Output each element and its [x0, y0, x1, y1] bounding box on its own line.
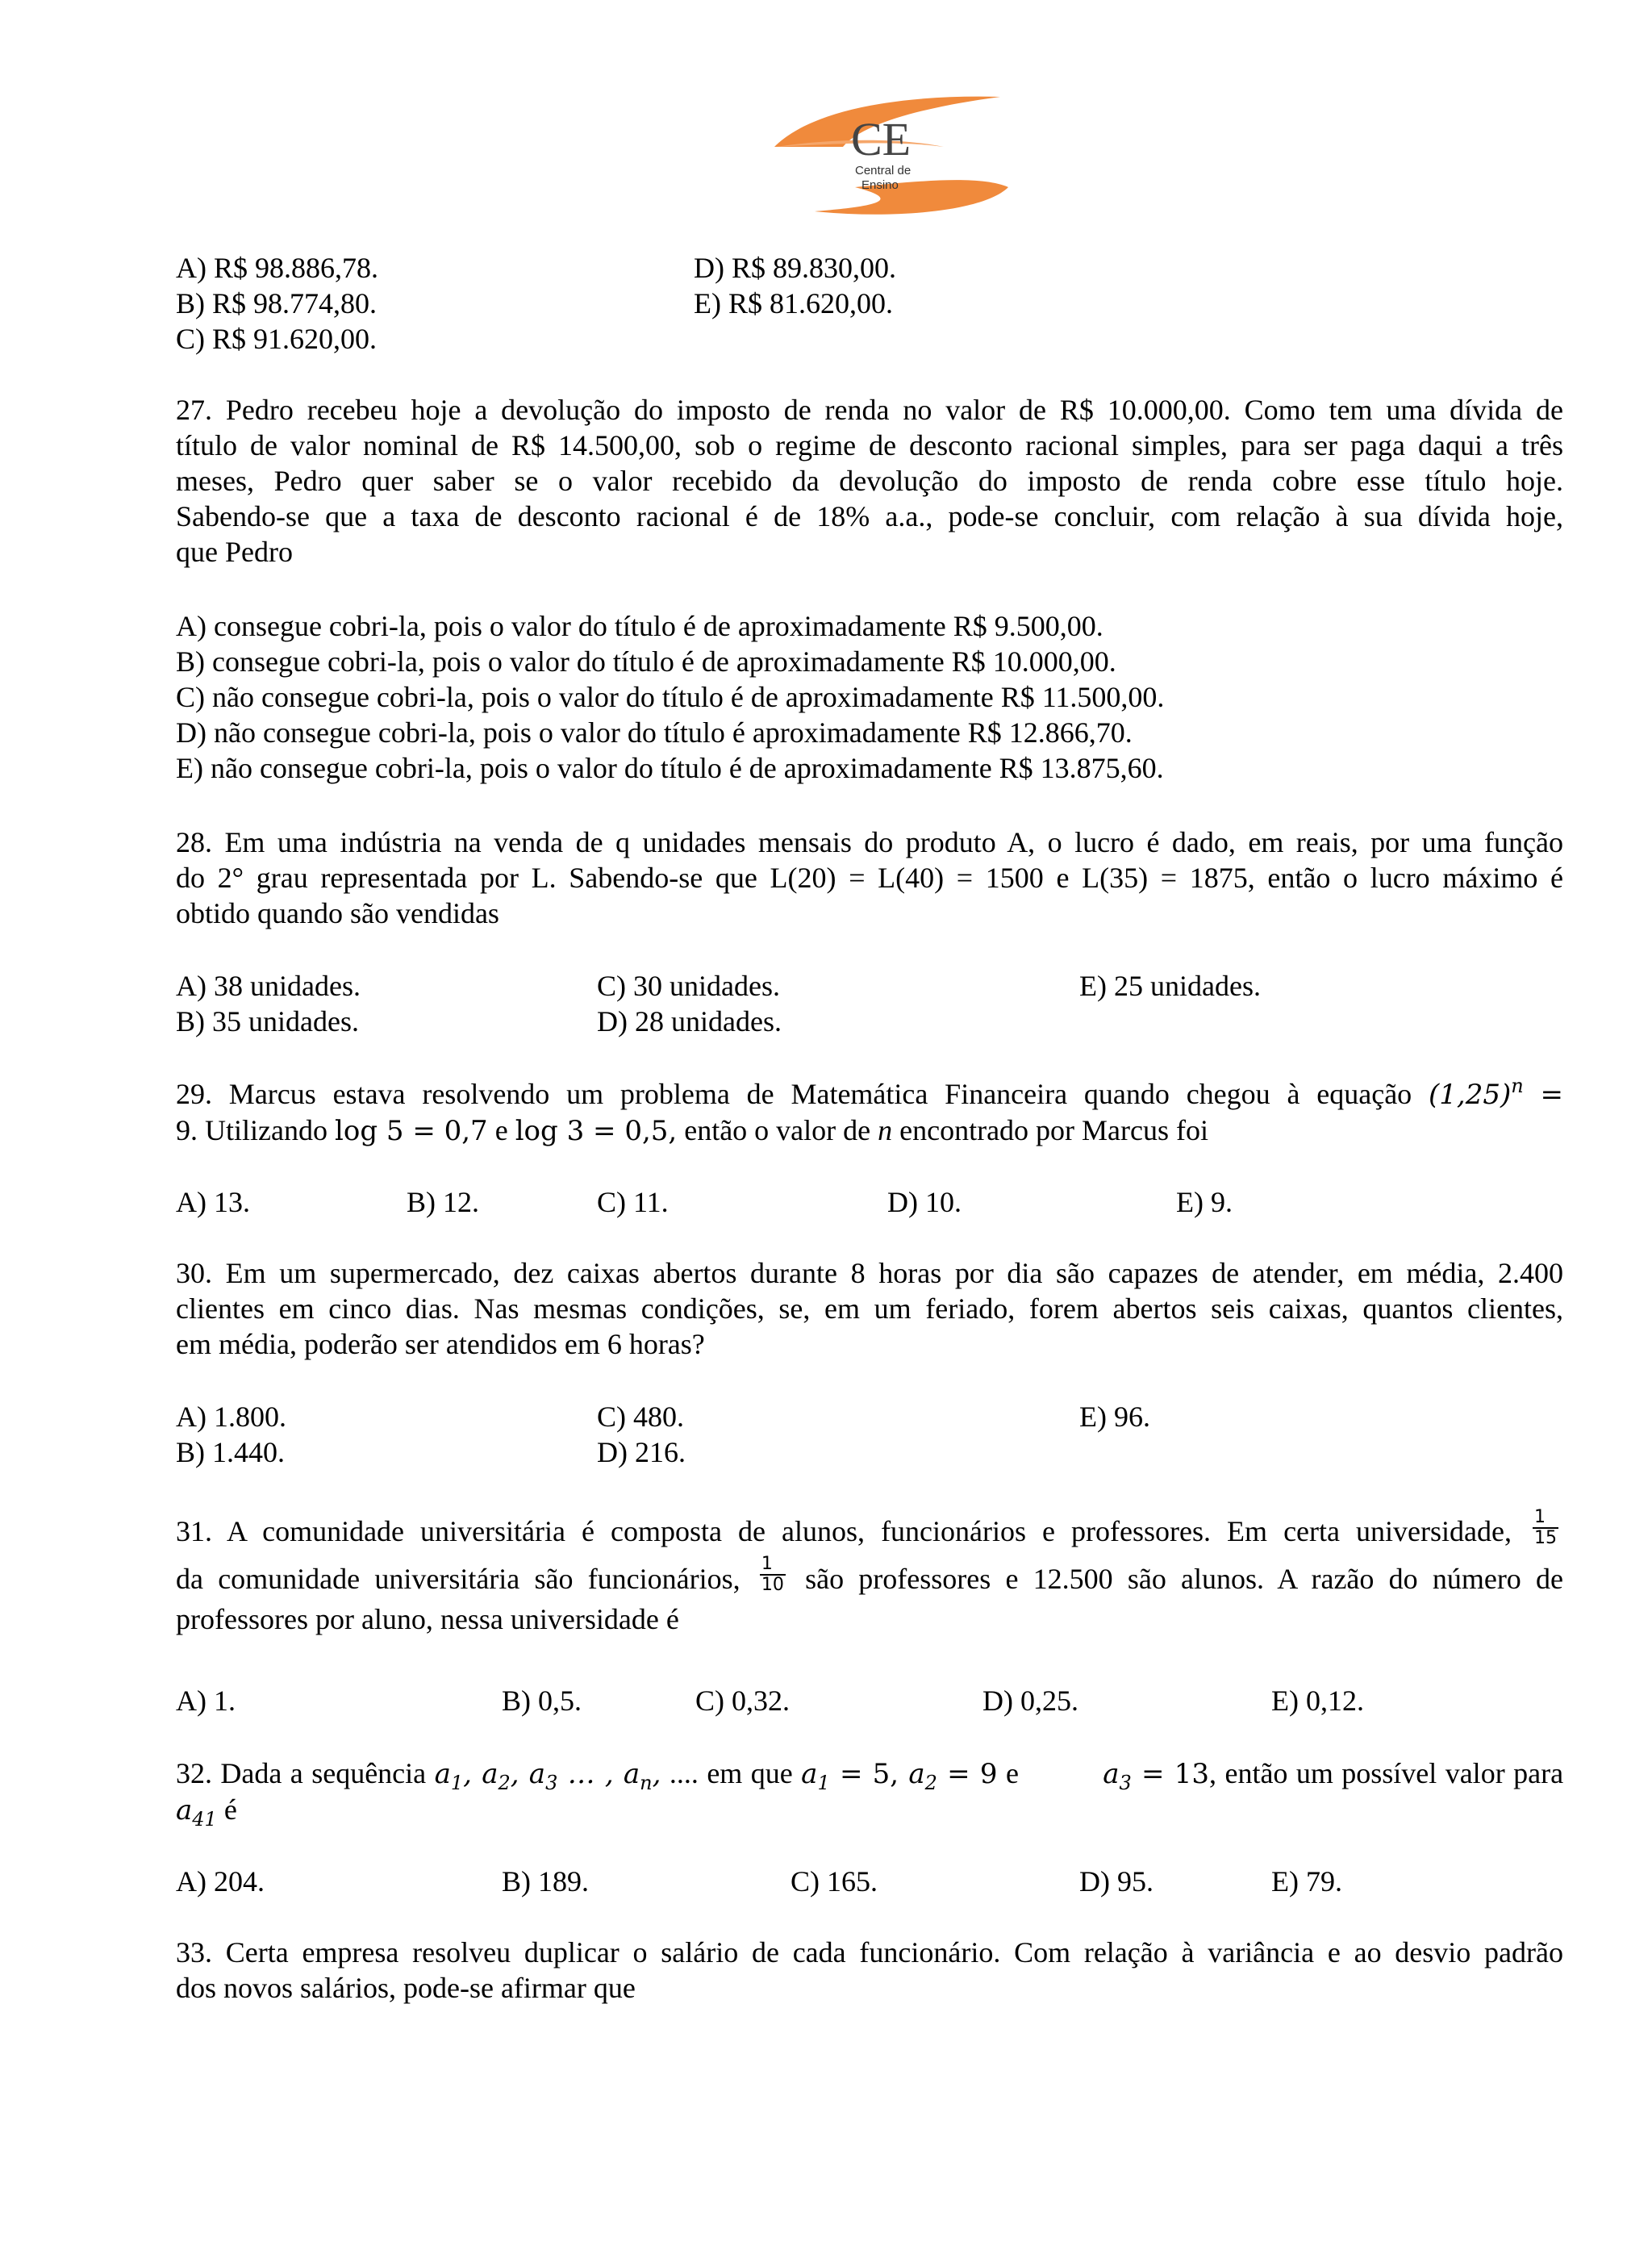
q32-line-1: 32. Dada a sequência $a_1$, $a_2$, $a_3$ … , $a_n$, .... em que $a_1 = 5$, $a_2 = 9$ e $a_3 = 13$, então um possível valor para: [176, 1757, 1564, 1794]
q30-options-row-2: [0, 1434, 1652, 1470]
q32-question: [176, 1756, 1564, 1831]
q29-option-d[interactable]: D) 10.: [887, 1186, 962, 1218]
q29-option-e[interactable]: E) 9.: [1176, 1186, 1233, 1218]
q29-line-2: 9. Utilizando log 5 = 0,7 e log 3 = 0,5, então o valor de n encontrado por Marcus foi: [176, 1114, 1208, 1147]
q29-option-b[interactable]: B) 12.: [407, 1186, 479, 1218]
q32-option-a[interactable]: A) 204.: [176, 1865, 265, 1898]
q26-option-a[interactable]: A) R$ 98.886,78.: [176, 252, 378, 284]
q31-option-d[interactable]: D) 0,25.: [982, 1685, 1078, 1717]
q28-question: [176, 825, 1563, 931]
q26-option-e[interactable]: E) R$ 81.620,00.: [694, 287, 893, 319]
q31-options-row: [0, 1683, 1652, 1718]
q27-line: meses, Pedro quer saber se o valor recebido da devolução do imposto de renda cobre esse título hoje.: [176, 465, 1563, 497]
q27-option-d[interactable]: D) não consegue cobri-la, pois o valor do título é aproximadamente R$ 12.866,70.: [176, 716, 1133, 749]
q26-options-row-2: [0, 286, 1652, 321]
q30-line: em média, poderão ser atendidos em 6 horas?: [176, 1328, 705, 1360]
q31-question: [176, 1506, 1563, 1637]
q28-option-d[interactable]: D) 28 unidades.: [597, 1005, 782, 1037]
q28-option-c[interactable]: C) 30 unidades.: [597, 970, 780, 1002]
q33-line: dos novos salários, pode-se afirmar que: [176, 1972, 636, 2004]
q30-option-d[interactable]: D) 216.: [597, 1436, 686, 1468]
q32-options-row: [0, 1864, 1652, 1899]
q31-option-a[interactable]: A) 1.: [176, 1685, 236, 1717]
q29-question: [176, 1076, 1563, 1149]
q31-line-3: professores por aluno, nessa universidade é: [176, 1603, 679, 1636]
q26-option-c[interactable]: C) R$ 91.620,00.: [176, 323, 378, 355]
fraction-1-10: $\frac{1}{10}$: [761, 1554, 784, 1596]
q28-option-b[interactable]: B) 35 unidades.: [176, 1005, 359, 1037]
q26-option-d[interactable]: D) R$ 89.830,00.: [694, 252, 896, 284]
q33-line: 33. Certa empresa resolveu duplicar o salário de cada funcionário. Com relação à variância e ao desvio padrão: [176, 1936, 1563, 1968]
q29-line-1: 29. Marcus estava resolvendo um problema de Matemática Financeira quando chegou à equação $(1,25)^n$ =: [176, 1075, 1564, 1111]
q26-option-b[interactable]: B) R$ 98.774,80.: [176, 287, 378, 319]
q29-option-a[interactable]: A) 13.: [176, 1186, 250, 1218]
q27-line: que Pedro: [176, 536, 293, 568]
q31-option-b[interactable]: B) 0,5.: [502, 1685, 582, 1717]
q28-line: do 2° grau representada por L. Sabendo-se que L(20) = L(40) = 1500 e L(35) = 1875, então o lucro máximo é: [176, 862, 1563, 894]
q27-option-b[interactable]: B) consegue cobri-la, pois o valor do título é de aproximadamente R$ 10.000,00.: [176, 645, 1116, 678]
q32-option-e[interactable]: E) 79.: [1271, 1865, 1342, 1898]
q30-option-c[interactable]: C) 480.: [597, 1401, 684, 1433]
q32-option-d[interactable]: D) 95.: [1079, 1865, 1153, 1898]
central-de-ensino-logo: [766, 90, 1016, 219]
q28-option-e[interactable]: E) 25 unidades.: [1079, 970, 1261, 1002]
q29-options-row: [0, 1184, 1652, 1220]
q30-line: 30. Em um supermercado, dez caixas abertos durante 8 horas por dia são capazes de atender, em média, 2.400: [176, 1257, 1563, 1289]
q30-option-a[interactable]: A) 1.800.: [176, 1401, 286, 1433]
q26-options-row-3: [0, 321, 1652, 357]
q27-line: título de valor nominal de R$ 14.500,00, sob o regime de desconto racional simples, para ser paga daqui a três: [176, 429, 1563, 461]
q28-option-a[interactable]: A) 38 unidades.: [176, 970, 361, 1002]
q30-question: [176, 1255, 1563, 1362]
q30-option-e[interactable]: E) 96.: [1079, 1401, 1150, 1433]
q31-line-1: 31. A comunidade universitária é composta de alunos, funcionários e professores. Em certa universidade, $\frac{1}{15}$: [176, 1506, 1558, 1548]
q29-option-c[interactable]: C) 11.: [597, 1186, 669, 1218]
q31-option-c[interactable]: C) 0,32.: [695, 1685, 790, 1717]
q27-options: [176, 608, 1563, 786]
q31-line-2: da comunidade universitária são funcionários, $\frac{1}{10}$ são professores e 12.500 são alunos. A razão do número de: [176, 1554, 1563, 1596]
logo-line1: Central de: [855, 164, 912, 177]
q28-line: 28. Em uma indústria na venda de q unidades mensais do produto A, o lucro é dado, em reais, por uma função: [176, 826, 1563, 858]
q32-line-2: $a_{41}$ é: [176, 1793, 237, 1831]
q27-option-c[interactable]: C) não consegue cobri-la, pois o valor do título é de aproximadamente R$ 11.500,00.: [176, 681, 1165, 713]
q27-option-e[interactable]: E) não consegue cobri-la, pois o valor do título é de aproximadamente R$ 13.875,60.: [176, 752, 1164, 784]
q27-question: [176, 392, 1563, 570]
q32-option-b[interactable]: B) 189.: [502, 1865, 589, 1898]
q27-option-a[interactable]: A) consegue cobri-la, pois o valor do título é de aproximadamente R$ 9.500,00.: [176, 610, 1103, 642]
q27-line: 27. Pedro recebeu hoje a devolução do imposto de renda no valor de R$ 10.000,00. Como tem uma dívida de: [176, 394, 1563, 426]
q32-option-c[interactable]: C) 165.: [791, 1865, 878, 1898]
q33-question: [176, 1935, 1563, 2006]
q30-line: clientes em cinco dias. Nas mesmas condições, se, em um feriado, forem abertos seis caixas, quantos clientes,: [176, 1292, 1563, 1325]
q31-option-e[interactable]: E) 0,12.: [1271, 1685, 1364, 1717]
q28-options-row-2: [0, 1004, 1652, 1039]
q30-option-b[interactable]: B) 1.440.: [176, 1436, 285, 1468]
logo-line2: Ensino: [861, 178, 899, 192]
q30-options-row-1: [0, 1399, 1652, 1434]
q28-line: obtido quando são vendidas: [176, 897, 499, 929]
logo-letters: CE: [851, 113, 912, 165]
q26-options-row-1: [0, 250, 1652, 286]
q27-line: Sabendo-se que a taxa de desconto racional é de 18% a.a., pode-se concluir, com relação à sua dívida hoje,: [176, 500, 1563, 532]
fraction-1-15: $\frac{1}{15}$: [1534, 1506, 1558, 1548]
q28-options-row-1: [0, 968, 1652, 1004]
